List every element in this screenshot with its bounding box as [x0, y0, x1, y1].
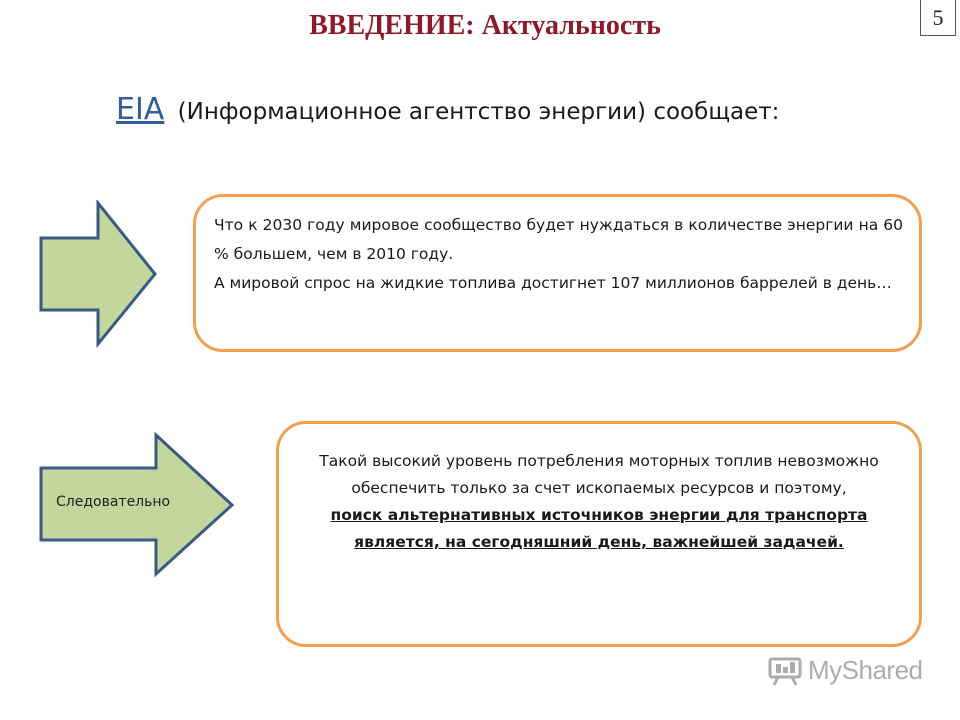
presentation-icon: [768, 656, 804, 686]
box1-paragraph-1: Что к 2030 году мировое сообщество будет нуждаться в количестве энергии на 60 % большем, чем в 2010 году.: [214, 216, 903, 263]
info-box-2: [276, 421, 922, 647]
box1-paragraph-2: А мировой спрос на жидкие топлива достигнет 107 миллионов баррелей в день…: [214, 274, 892, 292]
eia-link[interactable]: EIA: [116, 92, 165, 127]
subtitle-text: (Информационное агентство энергии) сообщает:: [177, 99, 780, 125]
slide-title: ВВЕДЕНИЕ: Актуальность: [309, 10, 661, 41]
arrow-label: Следовательно: [56, 494, 171, 510]
box2-emphasis: поиск альтернативных источников энергии для транспорта является, на сегодняшний день, важнейшей задачей.: [330, 506, 868, 551]
subtitle: [116, 92, 779, 127]
box2-intro: Такой высокий уровень потребления моторных топлив невозможно обеспечить только за счет ископаемых ресурсов и поэтому,: [319, 452, 879, 497]
right-arrow-icon: [38, 200, 162, 348]
watermark: [768, 655, 923, 686]
arrow-1: [38, 200, 162, 348]
info-box-1: [193, 194, 922, 352]
page-number: 5: [920, 0, 956, 36]
watermark-text: MyShared: [808, 655, 923, 685]
